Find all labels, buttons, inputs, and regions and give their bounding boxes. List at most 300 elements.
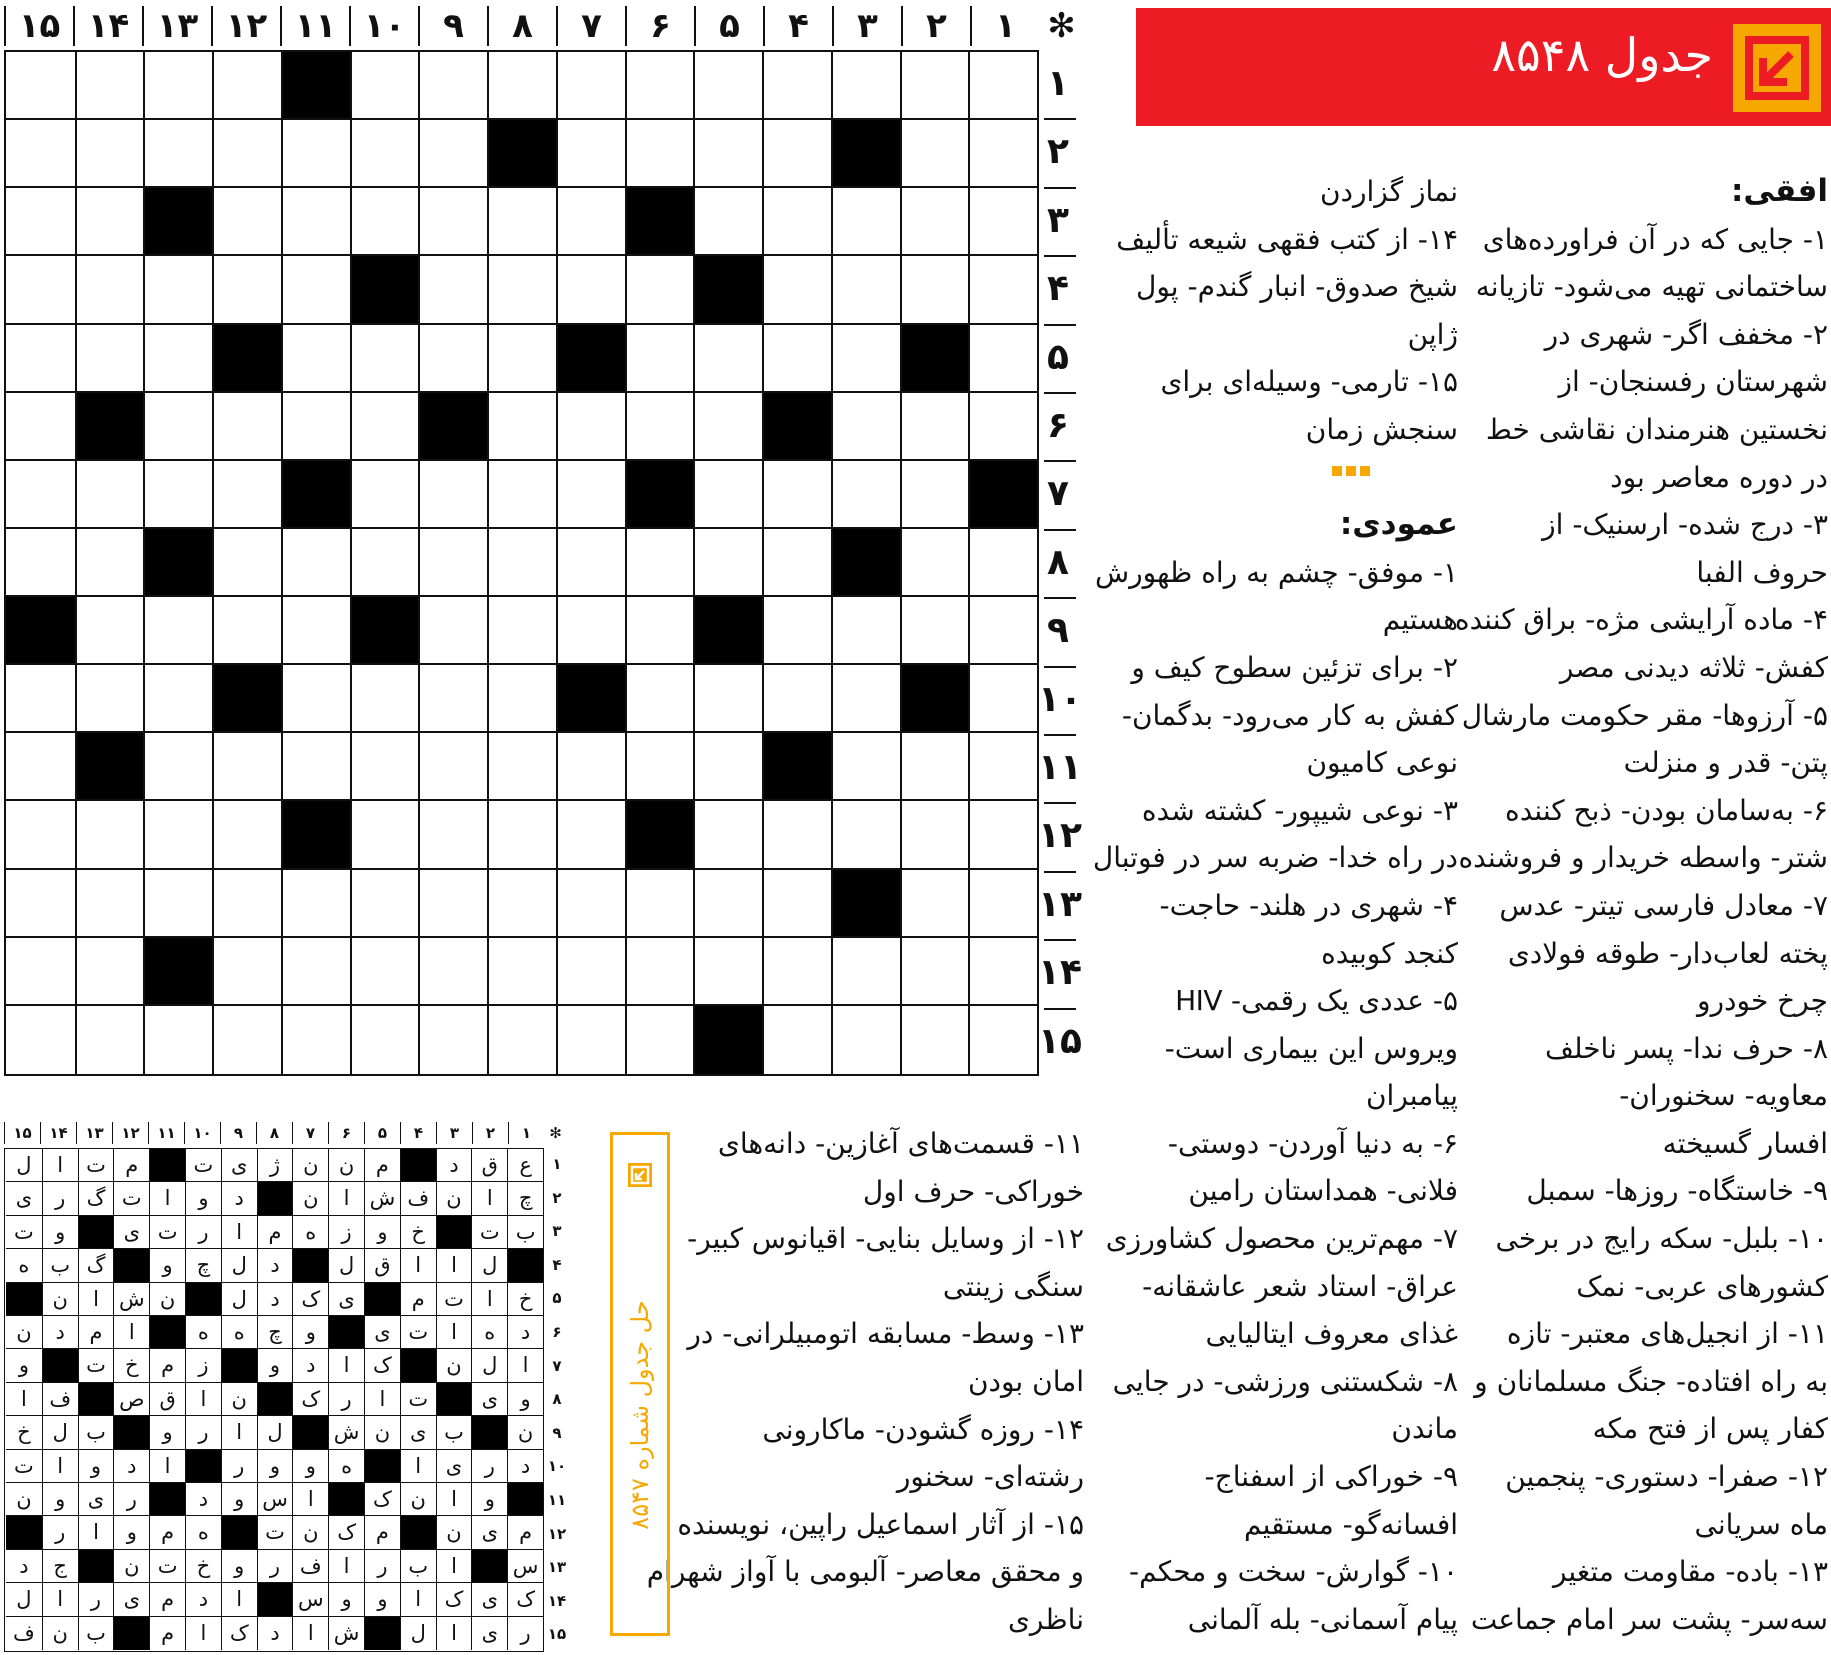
solution-block: [400, 1349, 436, 1382]
grid-cell[interactable]: [418, 52, 487, 120]
solution-cell: ی: [328, 1283, 364, 1316]
solution-cell: ی: [113, 1216, 149, 1249]
solution-block: [364, 1283, 400, 1316]
grid-cell[interactable]: [418, 938, 487, 1006]
solution-block: [328, 1483, 364, 1516]
grid-cell[interactable]: [693, 393, 762, 461]
grid-cell[interactable]: [900, 597, 969, 665]
solution-cell: ت: [78, 1149, 114, 1182]
grid-cell[interactable]: [6, 393, 75, 461]
grid-cell[interactable]: [143, 733, 212, 801]
grid-cell[interactable]: [212, 120, 281, 188]
grid-cell[interactable]: [143, 1006, 212, 1074]
solution-cell: ن: [436, 1182, 472, 1215]
solution-cell: ا: [185, 1383, 221, 1416]
grid-cell[interactable]: [487, 938, 556, 1006]
clue-line: ۱- جایی که در آن فراورده‌های: [1482, 222, 1828, 256]
grid-cell[interactable]: [831, 393, 900, 461]
row-separator: [1044, 255, 1076, 257]
grid-cell[interactable]: [418, 665, 487, 733]
grid-cell[interactable]: [6, 325, 75, 393]
grid-cell[interactable]: [212, 393, 281, 461]
row-separator: [1044, 460, 1076, 462]
grid-cell[interactable]: [762, 52, 831, 120]
grid-cell[interactable]: [693, 665, 762, 733]
grid-cell[interactable]: [900, 801, 969, 869]
grid-cell[interactable]: [75, 120, 144, 188]
grid-cell[interactable]: [968, 801, 1037, 869]
grid-cell[interactable]: [350, 938, 419, 1006]
grid-cell[interactable]: [212, 801, 281, 869]
solution-row-number: ۱: [552, 1155, 562, 1173]
grid-cell[interactable]: [6, 938, 75, 1006]
grid-cell[interactable]: [625, 665, 694, 733]
grid-cell[interactable]: [831, 1006, 900, 1074]
grid-cell[interactable]: [968, 665, 1037, 733]
grid-cell[interactable]: [281, 325, 350, 393]
grid-cell[interactable]: [625, 733, 694, 801]
grid-cell[interactable]: [143, 870, 212, 938]
solution-cell: س: [257, 1483, 293, 1516]
grid-cell[interactable]: [487, 801, 556, 869]
grid-cell[interactable]: [831, 461, 900, 529]
grid-cell[interactable]: [350, 1006, 419, 1074]
grid-cell[interactable]: [831, 733, 900, 801]
grid-cell[interactable]: [556, 256, 625, 324]
grid-cell[interactable]: [831, 52, 900, 120]
grid-cell[interactable]: [281, 529, 350, 597]
solution-cell: ز: [328, 1216, 364, 1249]
solution-cell: ا: [292, 1483, 328, 1516]
grid-cell[interactable]: [212, 52, 281, 120]
grid-cell[interactable]: [418, 801, 487, 869]
grid-cell[interactable]: [968, 938, 1037, 1006]
grid-cell[interactable]: [281, 256, 350, 324]
solution-cell: م: [400, 1283, 436, 1316]
grid-cell[interactable]: [143, 801, 212, 869]
grid-cell[interactable]: [968, 188, 1037, 256]
grid-cell[interactable]: [75, 325, 144, 393]
grid-cell[interactable]: [212, 188, 281, 256]
grid-cell[interactable]: [75, 529, 144, 597]
grid-cell[interactable]: [762, 938, 831, 1006]
row-number: ۷: [1047, 473, 1069, 515]
clues-column-down: [1092, 168, 1458, 1643]
solution-row-number: ۶: [552, 1323, 562, 1341]
grid-cell[interactable]: [762, 325, 831, 393]
grid-cell[interactable]: [6, 188, 75, 256]
grid-cell[interactable]: [418, 120, 487, 188]
solution-cell: و: [149, 1416, 185, 1449]
grid-cell[interactable]: [212, 870, 281, 938]
grid-cell[interactable]: [350, 461, 419, 529]
grid-cell[interactable]: [487, 256, 556, 324]
grid-cell[interactable]: [900, 52, 969, 120]
clue-line: به راه افتاده- جنگ مسلمانان و: [1474, 1364, 1828, 1398]
grid-cell[interactable]: [143, 52, 212, 120]
solution-cell: ا: [471, 1283, 507, 1316]
grid-cell[interactable]: [487, 325, 556, 393]
clues-column-down-continued: [646, 1120, 1084, 1644]
solution-cell: ا: [436, 1249, 472, 1282]
grid-cell[interactable]: [556, 938, 625, 1006]
grid-cell[interactable]: [693, 529, 762, 597]
solution-cell: ی: [364, 1316, 400, 1349]
grid-cell[interactable]: [281, 733, 350, 801]
grid-cell[interactable]: [143, 597, 212, 665]
grid-cell[interactable]: [556, 52, 625, 120]
solution-row-number: ۴: [552, 1255, 562, 1274]
solution-cell: ر: [113, 1483, 149, 1516]
grid-cell[interactable]: [350, 870, 419, 938]
grid-cell[interactable]: [487, 665, 556, 733]
grid-cell[interactable]: [418, 461, 487, 529]
grid-cell[interactable]: [75, 461, 144, 529]
grid-cell[interactable]: [556, 393, 625, 461]
grid-cell[interactable]: [212, 256, 281, 324]
grid-cell[interactable]: [900, 188, 969, 256]
solution-cell: ش: [364, 1182, 400, 1215]
clue-line: کشورهای عربی- نمک: [1576, 1269, 1828, 1303]
divider-dot: [1360, 466, 1370, 476]
grid-cell[interactable]: [487, 461, 556, 529]
solution-cell: ب: [400, 1550, 436, 1583]
grid-cell[interactable]: [625, 393, 694, 461]
solution-cell: ی: [471, 1516, 507, 1549]
grid-cell[interactable]: [6, 1006, 75, 1074]
grid-cell[interactable]: [625, 1006, 694, 1074]
row-separator: [1044, 118, 1076, 120]
clue-line: ۸- حرف ندا- پسر ناخلف: [1544, 1031, 1828, 1065]
grid-cell[interactable]: [418, 325, 487, 393]
grid-cell[interactable]: [831, 597, 900, 665]
grid-cell[interactable]: [281, 188, 350, 256]
grid-cell[interactable]: [350, 733, 419, 801]
grid-cell[interactable]: [556, 870, 625, 938]
solution-cell: ل: [471, 1349, 507, 1382]
grid-cell[interactable]: [762, 120, 831, 188]
grid-cell[interactable]: [212, 938, 281, 1006]
solution-column-number: ۱۱: [148, 1122, 184, 1144]
grid-cell[interactable]: [900, 529, 969, 597]
grid-cell[interactable]: [75, 938, 144, 1006]
grid-cell[interactable]: [831, 801, 900, 869]
solution-cell: ا: [328, 1182, 364, 1215]
grid-cell[interactable]: [556, 188, 625, 256]
clue-line: سنجش زمان: [1305, 412, 1458, 446]
arrow-down-left-icon: [628, 1163, 652, 1187]
solution-cell: و: [292, 1450, 328, 1483]
grid-cell[interactable]: [625, 529, 694, 597]
grid-cell[interactable]: [968, 733, 1037, 801]
grid-cell[interactable]: [350, 188, 419, 256]
clue-line: ۱۳- باده- مقاومت متغیر: [1552, 1555, 1828, 1589]
solution-cell: ک: [436, 1583, 472, 1616]
grid-cell[interactable]: [693, 188, 762, 256]
grid-cell[interactable]: [75, 870, 144, 938]
solution-cell: و: [6, 1349, 42, 1382]
grid-cell[interactable]: [556, 733, 625, 801]
grid-block: [762, 393, 831, 461]
grid-cell[interactable]: [6, 52, 75, 120]
grid-cell[interactable]: [693, 120, 762, 188]
grid-cell[interactable]: [693, 325, 762, 393]
solution-cell: ا: [221, 1416, 257, 1449]
solution-cell: م: [507, 1516, 543, 1549]
grid-cell[interactable]: [418, 188, 487, 256]
grid-cell[interactable]: [556, 801, 625, 869]
solution-cell: م: [257, 1216, 293, 1249]
grid-cell[interactable]: [625, 52, 694, 120]
solution-cell: م: [149, 1583, 185, 1616]
grid-cell[interactable]: [762, 665, 831, 733]
grid-block: [556, 325, 625, 393]
solution-cell: د: [113, 1450, 149, 1483]
grid-cell[interactable]: [75, 52, 144, 120]
grid-cell[interactable]: [281, 665, 350, 733]
grid-cell[interactable]: [556, 1006, 625, 1074]
grid-cell[interactable]: [487, 1006, 556, 1074]
grid-cell[interactable]: [281, 597, 350, 665]
grid-cell[interactable]: [900, 120, 969, 188]
grid-block: [693, 1006, 762, 1074]
grid-cell[interactable]: [900, 870, 969, 938]
grid-cell[interactable]: [762, 461, 831, 529]
grid-cell[interactable]: [968, 52, 1037, 120]
solution-cell: ب: [78, 1416, 114, 1449]
grid-cell[interactable]: [625, 256, 694, 324]
grid-cell[interactable]: [143, 256, 212, 324]
solution-cell: ا: [6, 1383, 42, 1416]
grid-cell[interactable]: [968, 529, 1037, 597]
grid-cell[interactable]: [6, 801, 75, 869]
grid-cell[interactable]: [212, 597, 281, 665]
solution-cell: ن: [507, 1416, 543, 1449]
solution-block: [78, 1216, 114, 1249]
grid-cell[interactable]: [143, 393, 212, 461]
grid-block: [762, 733, 831, 801]
grid-cell[interactable]: [556, 529, 625, 597]
grid-cell[interactable]: [75, 597, 144, 665]
solution-cell: ق: [149, 1383, 185, 1416]
grid-cell[interactable]: [143, 461, 212, 529]
grid-cell[interactable]: [625, 597, 694, 665]
solution-column-number: ۱: [508, 1122, 544, 1144]
clue-line: ماه سریانی: [1694, 1507, 1828, 1541]
grid-cell[interactable]: [487, 188, 556, 256]
clue-line: حروف الفبا: [1696, 555, 1828, 589]
grid-cell[interactable]: [6, 256, 75, 324]
solution-cell: ل: [6, 1149, 42, 1182]
row-number: ۱۵: [1038, 1020, 1082, 1062]
grid-cell[interactable]: [6, 665, 75, 733]
grid-cell[interactable]: [212, 1006, 281, 1074]
grid-cell[interactable]: [968, 1006, 1037, 1074]
grid-cell[interactable]: [762, 870, 831, 938]
clue-line: ۴- شهری در هلند- حاجت-: [1159, 888, 1458, 922]
grid-cell[interactable]: [693, 52, 762, 120]
grid-cell[interactable]: [968, 393, 1037, 461]
grid-cell[interactable]: [693, 870, 762, 938]
grid-cell[interactable]: [143, 325, 212, 393]
grid-cell[interactable]: [487, 733, 556, 801]
grid-cell[interactable]: [487, 529, 556, 597]
grid-cell[interactable]: [418, 870, 487, 938]
grid-cell[interactable]: [693, 733, 762, 801]
grid-cell[interactable]: [831, 325, 900, 393]
grid-cell[interactable]: [75, 1006, 144, 1074]
grid-cell[interactable]: [418, 597, 487, 665]
solution-column-number: ۶: [328, 1122, 364, 1144]
grid-cell[interactable]: [281, 938, 350, 1006]
grid-cell[interactable]: [693, 938, 762, 1006]
grid-cell[interactable]: [418, 1006, 487, 1074]
solution-block: [113, 1416, 149, 1449]
grid-cell[interactable]: [900, 256, 969, 324]
clue-line: پیام آسمانی- بله آلمانی: [1187, 1602, 1458, 1636]
grid-cell[interactable]: [418, 529, 487, 597]
grid-block: [831, 120, 900, 188]
grid-cell[interactable]: [762, 256, 831, 324]
solution-column-number: ۷: [292, 1122, 328, 1144]
grid-cell[interactable]: [6, 733, 75, 801]
solution-column-number: ۱۵: [4, 1122, 40, 1144]
solution-cell: و: [42, 1483, 78, 1516]
grid-cell[interactable]: [968, 870, 1037, 938]
grid-cell[interactable]: [487, 393, 556, 461]
grid-cell[interactable]: [6, 529, 75, 597]
big-grid-column-header: [4, 6, 1084, 46]
grid-cell[interactable]: [212, 733, 281, 801]
grid-cell[interactable]: [487, 870, 556, 938]
crossword-grid: [4, 50, 1039, 1076]
grid-cell[interactable]: [75, 188, 144, 256]
grid-cell[interactable]: [75, 256, 144, 324]
grid-cell[interactable]: [75, 665, 144, 733]
solution-cell: ا: [436, 1316, 472, 1349]
grid-cell[interactable]: [350, 665, 419, 733]
row-number: ۲: [1047, 131, 1069, 173]
grid-cell[interactable]: [75, 801, 144, 869]
grid-cell[interactable]: [6, 870, 75, 938]
grid-cell[interactable]: [143, 665, 212, 733]
column-number: ۱۲: [211, 6, 280, 46]
grid-cell[interactable]: [281, 393, 350, 461]
solution-cell: ه: [185, 1316, 221, 1349]
grid-cell[interactable]: [212, 529, 281, 597]
grid-cell[interactable]: [968, 597, 1037, 665]
grid-cell[interactable]: [350, 393, 419, 461]
solution-block: [257, 1583, 293, 1616]
solution-cell: ه: [292, 1216, 328, 1249]
solution-cell: ک: [328, 1516, 364, 1549]
grid-cell[interactable]: [556, 120, 625, 188]
grid-cell[interactable]: [900, 938, 969, 1006]
grid-cell[interactable]: [281, 120, 350, 188]
solution-block: [364, 1617, 400, 1650]
grid-cell[interactable]: [762, 529, 831, 597]
divider-dot: [1332, 466, 1342, 476]
grid-cell[interactable]: [350, 325, 419, 393]
clue-line: ۱۵- تارمی- وسیله‌ای برای: [1160, 365, 1458, 399]
clue-line: ۱۴- روزه گشودن- ماکارونی: [762, 1412, 1084, 1446]
grid-cell[interactable]: [418, 256, 487, 324]
clue-line: ۱۰- بلبل- سکه رایج در برخی: [1495, 1222, 1828, 1256]
solution-cell: م: [113, 1149, 149, 1182]
solution-cell: ن: [292, 1516, 328, 1549]
grid-cell[interactable]: [625, 325, 694, 393]
solution-cell: د: [6, 1550, 42, 1583]
grid-block: [143, 529, 212, 597]
grid-cell[interactable]: [762, 1006, 831, 1074]
grid-cell[interactable]: [556, 461, 625, 529]
grid-cell[interactable]: [487, 597, 556, 665]
grid-cell[interactable]: [350, 120, 419, 188]
grid-cell[interactable]: [831, 938, 900, 1006]
grid-cell[interactable]: [831, 256, 900, 324]
solution-cell: و: [364, 1216, 400, 1249]
grid-cell[interactable]: [281, 1006, 350, 1074]
grid-cell[interactable]: [625, 870, 694, 938]
grid-cell[interactable]: [968, 256, 1037, 324]
grid-cell[interactable]: [143, 120, 212, 188]
solution-cell: ب: [42, 1249, 78, 1282]
solution-cell: خ: [185, 1550, 221, 1583]
grid-cell[interactable]: [693, 801, 762, 869]
solution-column-number: ۱۴: [40, 1122, 76, 1144]
solution-cell: ا: [364, 1383, 400, 1416]
solution-cell: ت: [436, 1283, 472, 1316]
grid-block: [831, 870, 900, 938]
grid-cell[interactable]: [418, 733, 487, 801]
grid-cell[interactable]: [6, 461, 75, 529]
grid-cell[interactable]: [900, 461, 969, 529]
grid-cell[interactable]: [487, 52, 556, 120]
grid-cell[interactable]: [625, 120, 694, 188]
grid-cell[interactable]: [900, 393, 969, 461]
grid-cell[interactable]: [281, 870, 350, 938]
grid-cell[interactable]: [212, 461, 281, 529]
solution-cell: ه: [185, 1516, 221, 1549]
grid-cell[interactable]: [900, 733, 969, 801]
solution-cell: ج: [42, 1550, 78, 1583]
grid-cell[interactable]: [350, 801, 419, 869]
solution-block: [257, 1383, 293, 1416]
grid-cell[interactable]: [693, 461, 762, 529]
grid-cell[interactable]: [762, 597, 831, 665]
grid-cell[interactable]: [350, 52, 419, 120]
grid-cell[interactable]: [900, 1006, 969, 1074]
solution-cell: ا: [292, 1617, 328, 1650]
grid-cell[interactable]: [831, 665, 900, 733]
grid-cell[interactable]: [831, 188, 900, 256]
solution-block: [113, 1617, 149, 1650]
grid-cell[interactable]: [762, 188, 831, 256]
row-separator: [1044, 734, 1076, 736]
grid-cell[interactable]: [625, 938, 694, 1006]
grid-cell[interactable]: [556, 597, 625, 665]
solution-block: [292, 1249, 328, 1282]
solution-cell: ر: [185, 1216, 221, 1249]
grid-cell[interactable]: [968, 325, 1037, 393]
grid-cell[interactable]: [968, 120, 1037, 188]
grid-cell[interactable]: [762, 801, 831, 869]
clue-line: ۵- عددی یک رقمی- HIV: [1175, 984, 1458, 1018]
solution-column-number: ۲: [472, 1122, 508, 1144]
grid-cell[interactable]: [350, 529, 419, 597]
solution-cell: خ: [6, 1416, 42, 1449]
grid-cell[interactable]: [6, 120, 75, 188]
